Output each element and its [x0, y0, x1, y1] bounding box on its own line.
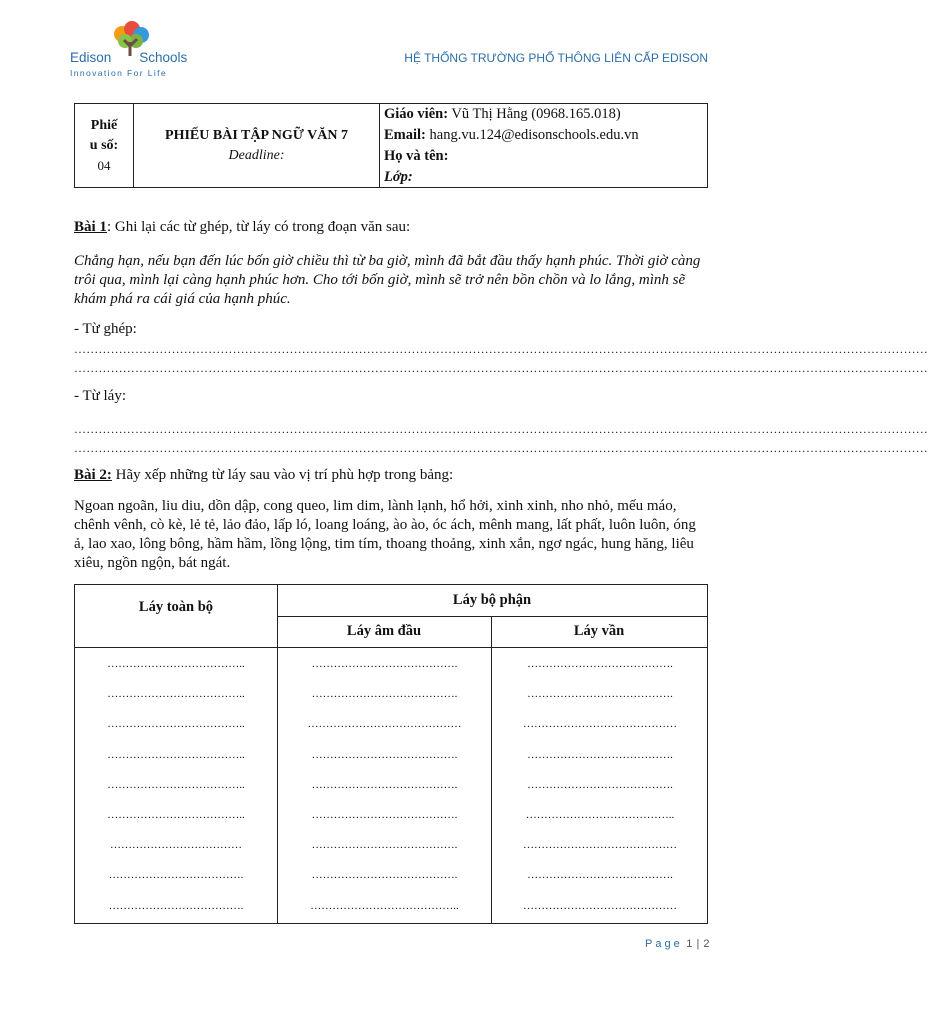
page-word: Page — [645, 938, 683, 950]
logo-name-left: Edison — [70, 50, 112, 65]
page-separator: | — [696, 938, 700, 950]
exercise1-passage: Chẳng hạn, nếu bạn đến lúc bốn giờ chiều thì từ ba giờ, mình đã bắt đầu thấy hạnh phúc. Thời giờ càng trôi qua, mình lại càng hạnh phúc hơn. Cho tới bốn giờ, mình sẽ trở nên bồn chồn và lo lắng, mình sẽ khám phá ra cái giá của hạnh phúc. — [74, 253, 701, 307]
student-name-line — [384, 146, 707, 167]
rhyme-answer[interactable]: …………………………………… — [523, 839, 677, 852]
initial-sound-column — [278, 649, 491, 921]
exercise2-word-list: Ngoan ngoãn, liu diu, dồn dập, cong queo, lim dim, lành lạnh, hổ hởi, xinh xinh, nho nhỏ, mếu máo, chênh vênh, cò kè, lẻ tẻ, lảo đảo, lấp ló, loang loáng, ào ào, óc ách, mênh mang, lất phất, luôn luôn, óng ả, lao xao, lông bông, hầm hầm, lồng lộng, tim tím, thoang thoảng, xinh xắn, ngơ ngác, hung hăng, liêu xiêu, ngồn ngộn, bát ngát. — [74, 498, 696, 571]
header-full-reduplication: Láy toàn bộ — [138, 599, 214, 615]
class-label: Lớp: — [384, 168, 413, 185]
exercise1-heading — [74, 218, 714, 237]
exercise2-instruction: Hãy xếp những từ láy sau vào vị trí phù hợp trong bảng: — [111, 467, 454, 483]
worksheet-title: PHIẾU BÀI TẬP NGỮ VĂN 7 — [165, 127, 348, 143]
deadline-label: Deadline: — [228, 147, 285, 163]
full-reduplication-answer[interactable]: ……………………………….. — [107, 658, 245, 670]
rhyme-answer[interactable]: …………………………………. — [527, 748, 673, 761]
reduplicative-words-label: - Từ láy: — [74, 388, 127, 404]
table-divider — [75, 647, 707, 648]
rhyme-answer[interactable]: …………………………………. — [527, 688, 673, 701]
rhyme-answer[interactable]: ………………………………….. — [525, 808, 675, 821]
rhyme-answer[interactable]: …………………………………. — [527, 778, 673, 791]
initial-sound-answer[interactable]: …………………………………. — [311, 688, 458, 701]
logo-name-right: Schools — [139, 50, 188, 65]
sheet-number: 04 — [97, 157, 111, 173]
classification-table — [74, 584, 708, 924]
exercise1-label: Bài 1 — [74, 219, 107, 235]
full-reduplication-answer[interactable]: ……………………………….. — [107, 718, 245, 731]
email-value: hang.vu.124@edisonschools.edu.vn — [425, 126, 639, 143]
rhyme-answer[interactable]: …………………………………. — [527, 658, 673, 670]
worksheet-title-cell — [134, 104, 380, 187]
exercise1-instruction: : Ghi lại các từ ghép, từ láy có trong đoạn văn sau: — [106, 219, 411, 235]
worksheet-info-table — [74, 103, 708, 188]
teacher-value: Vũ Thị Hằng (0968.165.018) — [448, 105, 621, 122]
rhyme-column — [492, 649, 708, 921]
initial-sound-answer[interactable]: …………………………………… — [307, 718, 462, 731]
full-reduplication-column — [75, 649, 277, 921]
full-reduplication-answer[interactable]: ……………………………… — [110, 839, 242, 852]
class-line — [384, 167, 707, 188]
page-total: 2 — [703, 938, 710, 950]
rhyme-answer[interactable]: …………………………………. — [527, 869, 673, 882]
compound-answer-line-2[interactable]: ………………………………………………………………………………………………………………………………………………………………………………………… — [74, 361, 928, 375]
exercise2-label: Bài 2: — [74, 467, 112, 483]
sheet-number-cell — [75, 104, 134, 187]
email-line — [384, 125, 707, 146]
compound-answer-line-1[interactable]: ………………………………………………………………………………………………………………………………………………………………………………………… — [74, 342, 928, 356]
initial-sound-answer[interactable]: …………………………………. — [311, 839, 458, 852]
sheet-label-line2: u số: — [89, 137, 119, 153]
full-reduplication-answer[interactable]: ……………………………….. — [107, 778, 245, 791]
initial-sound-answer[interactable]: …………………………………. — [311, 778, 458, 791]
header-rhyme: Láy vần — [573, 623, 625, 639]
full-reduplication-answer[interactable]: ……………………………….. — [107, 748, 245, 761]
full-reduplication-answer[interactable]: ……………………………….. — [107, 808, 245, 821]
edison-logo — [70, 20, 200, 80]
full-reduplication-answer[interactable]: ……………………………….. — [107, 688, 245, 701]
header-initial-sound: Láy âm đầu — [346, 623, 422, 639]
page-number: 1 — [686, 938, 693, 950]
rhyme-answer[interactable]: …………………………………… — [523, 718, 677, 731]
rhyme-answer[interactable]: …………………………………… — [523, 899, 677, 912]
logo-wordmark — [70, 50, 187, 65]
teacher-line — [384, 104, 707, 125]
school-system-name: HỆ THỐNG TRƯỜNG PHỔ THÔNG LIÊN CẤP EDISON — [404, 51, 708, 65]
email-label: Email: — [384, 126, 426, 143]
initial-sound-answer[interactable]: …………………………………. — [311, 658, 458, 670]
sheet-label-line1: Phiế — [90, 117, 118, 133]
teacher-info-cell — [380, 104, 707, 187]
student-name-label: Họ và tên: — [384, 147, 449, 164]
initial-sound-answer[interactable]: ………………………………….. — [310, 899, 459, 912]
teacher-label: Giáo viên: — [384, 105, 449, 122]
full-reduplication-answer[interactable]: ………………………………. — [108, 869, 244, 882]
reduplicative-answer-line-1[interactable]: ………………………………………………………………………………………………………………………………………………………………………………………… — [74, 422, 928, 436]
compound-words-label: - Từ ghép: — [74, 321, 137, 337]
initial-sound-answer[interactable]: …………………………………. — [311, 808, 458, 821]
initial-sound-answer[interactable]: …………………………………. — [311, 869, 458, 882]
logo-tagline: Innovation For Life — [70, 68, 168, 78]
initial-sound-answer[interactable]: …………………………………. — [311, 748, 458, 761]
header-partial-reduplication: Láy bộ phận — [452, 592, 532, 608]
page-indicator — [620, 938, 710, 950]
reduplicative-answer-line-2[interactable]: ………………………………………………………………………………………………………………………………………………………………………………………… — [74, 441, 928, 455]
exercise2-heading — [74, 466, 714, 485]
full-reduplication-answer[interactable]: ………………………………. — [108, 899, 244, 912]
